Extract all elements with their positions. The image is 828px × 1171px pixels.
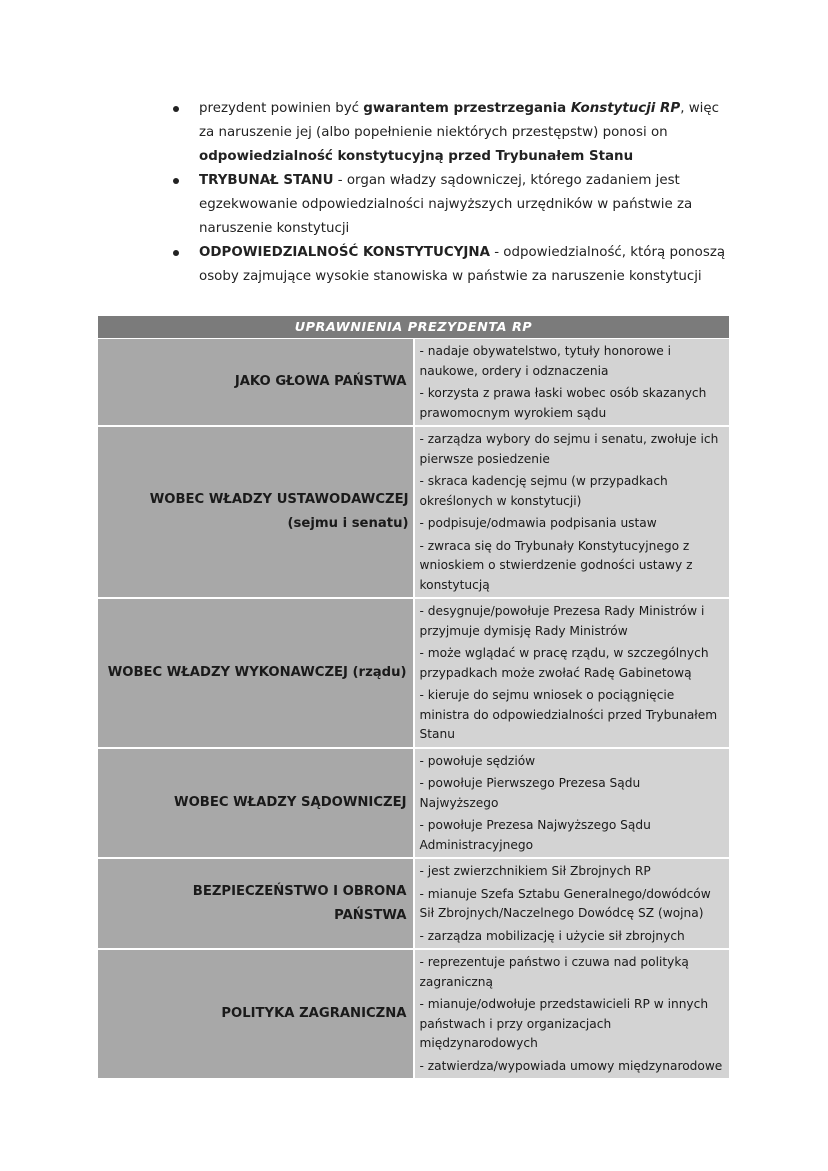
power-item: - nadaje obywatelstwo, tytuły honorowe i naukowe, ordery i odznaczenia <box>419 344 672 378</box>
bullet-segment: TRYBUNAŁ STANU <box>199 173 334 188</box>
table-row <box>98 598 729 748</box>
bullet-dot-icon <box>173 178 179 184</box>
row-items <box>414 748 730 859</box>
row-items <box>414 598 730 748</box>
power-item: - powołuje sędziów <box>419 753 536 768</box>
table-row <box>98 748 729 859</box>
bullet-text <box>199 173 692 236</box>
row-category: JAKO GŁOWA PAŃSTWA <box>98 339 414 427</box>
power-item: - powołuje Pierwszego Prezesa Sądu Najwyższego <box>419 776 641 810</box>
power-item: - może wglądać w pracę rządu, w szczególnych przypadkach może zwołać Radę Gabinetową <box>419 646 709 680</box>
power-item: - zatwierdza/wypowiada umowy międzynarodowe <box>419 1058 723 1073</box>
power-item: - powołuje Prezesa Najwyższego Sądu Administracyjnego <box>419 818 651 852</box>
row-category: BEZPIECZEŃSTWO I OBRONA PAŃSTWA <box>98 858 414 949</box>
bullet-segment: - organ władzy sądowniczej, którego zadaniem jest egzekwowanie odpowiedzialności najwyższych urzędników w państwie za naruszenie konstytucji <box>199 173 693 236</box>
power-item: - zarządza mobilizację i użycie sił zbrojnych <box>419 928 685 943</box>
president-powers-table <box>98 316 729 1080</box>
table-row <box>98 426 729 598</box>
row-category: WOBEC WŁADZY USTAWODAWCZEJ (sejmu i senatu) <box>98 426 414 598</box>
power-item: - korzysta z prawa łaski wobec osób skazanych prawomocnym wyrokiem sądu <box>419 386 707 420</box>
row-category: WOBEC WŁADZY SĄDOWNICZEJ <box>98 748 414 859</box>
bullet-item <box>170 169 730 241</box>
bullet-dot-icon <box>173 250 179 256</box>
bullet-text <box>199 245 725 284</box>
bullet-segment: gwarantem przestrzegania <box>363 101 571 116</box>
bullet-item <box>170 97 730 169</box>
power-item: - mianuje Szefa Sztabu Generalnego/dowódców Sił Zbrojnych/Naczelnego Dowódcę SZ (wojna) <box>419 886 711 920</box>
power-item: - zwraca się do Trybunały Konstytucyjnego z wnioskiem o stwierdzenie godności ustawy z konstytucją <box>419 538 693 592</box>
bullet-segment: ODPOWIEDZIALNOŚĆ KONSTYTUCYJNA <box>199 245 490 260</box>
power-item: - reprezentuje państwo i czuwa nad polityką zagraniczną <box>419 955 689 989</box>
intro-bullet-list <box>170 97 730 289</box>
table-row <box>98 858 729 949</box>
power-item: - podpisuje/odmawia podpisania ustaw <box>419 516 657 530</box>
bullet-item <box>170 241 730 289</box>
bullet-segment: Konstytucji RP <box>570 101 681 116</box>
row-items <box>414 858 730 949</box>
bullet-segment: , więc za naruszenie jej (albo popełnienie niektórych przestępstw) ponosi on <box>199 101 719 140</box>
bullet-segment: odpowiedzialność konstytucyjną przed Trybunałem Stanu <box>199 149 634 164</box>
power-item: - jest zwierzchnikiem Sił Zbrojnych RP <box>419 864 651 878</box>
bullet-text <box>199 101 719 164</box>
row-category: WOBEC WŁADZY WYKONAWCZEJ (rządu) <box>98 598 414 748</box>
table-title: UPRAWNIENIA PREZYDENTA RP <box>98 316 729 339</box>
row-items <box>414 949 730 1079</box>
power-item: - skraca kadencję sejmu (w przypadkach określonych w konstytucji) <box>419 474 668 508</box>
power-item: - desygnuje/powołuje Prezesa Rady Ministrów i przyjmuje dymisję Rady Ministrów <box>419 604 705 638</box>
power-item: - kieruje do sejmu wniosek o pociągnięcie ministra do odpowiedzialności przed Trybunałem Stanu <box>419 688 718 741</box>
table-row <box>98 949 729 1079</box>
row-category: POLITYKA ZAGRANICZNA <box>98 949 414 1079</box>
bullet-segment: prezydent powinien być <box>199 101 364 116</box>
row-items <box>414 426 730 598</box>
power-item: - mianuje/odwołuje przedstawicieli RP w innych państwach i przy organizacjach międzynarodowych <box>419 997 709 1050</box>
bullet-segment: - odpowiedzialność, którą ponoszą osoby zajmujące wysokie stanowiska w państwie za naruszenie konstytucji <box>199 245 726 284</box>
table-row <box>98 339 729 427</box>
power-item: - zarządza wybory do sejmu i senatu, zwołuje ich pierwsze posiedzenie <box>419 432 719 466</box>
row-items <box>414 339 730 427</box>
bullet-dot-icon <box>173 106 179 112</box>
